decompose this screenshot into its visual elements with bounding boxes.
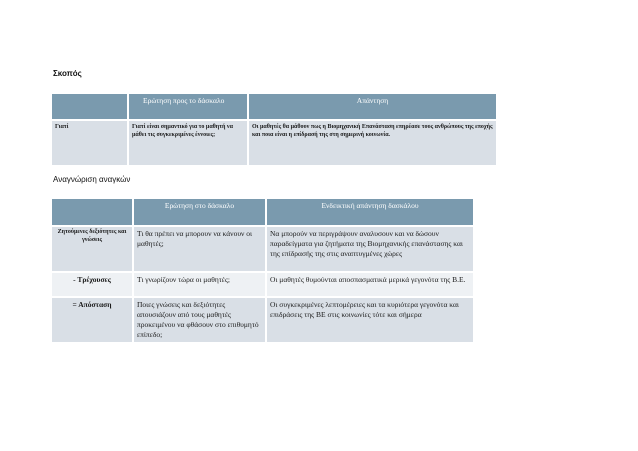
row-label: = Απόσταση xyxy=(52,297,133,342)
row-answer: Να μπορούν να περιγράψουν αναλυσουν και να δώσουν παραδείγματα για ζητήματα της Βιομηχανικής επανάστασης και της επίδρασής της στις αναπτυγμένες χώρες xyxy=(266,226,473,272)
header-cell-answer: Ενδεικτική απάντηση δασκάλου xyxy=(266,199,473,226)
table-row xyxy=(52,272,473,297)
row-question: Γιατί είναι σημαντικό για το μαθητή να μάθει τις συγκεκριμένες έννοιες; xyxy=(128,120,248,165)
header-cell-empty xyxy=(52,94,128,120)
section-heading-needs: Αναγνώριση αναγκών xyxy=(53,175,131,184)
row-question: Ποιες γνώσεις και δεξιότητες απουσιάζουν από τους μαθητές προκειμένου να φθάσουν στο επιθυμητό επίπεδο; xyxy=(133,297,266,342)
row-question: Τι θα πρέπει να μπορουν να κάνουν οι μαθητές; xyxy=(133,226,266,272)
table-row xyxy=(52,120,496,165)
table-row xyxy=(52,297,473,342)
row-answer: Οι μαθητές θα μάθουν πως η Βιομηχανική Επανάσταση επηρέασε τους ανθρώπους της εποχής και ποια είναι η επίδρασή της στη σημερινή κοινωνία. xyxy=(248,120,496,165)
section-heading-purpose: Σκοπός xyxy=(53,69,82,78)
row-label: Γιατί xyxy=(52,120,128,165)
row-label: - Τρέχουσες xyxy=(52,272,133,297)
table-row xyxy=(52,226,473,272)
header-cell-answer: Απάντηση xyxy=(248,94,496,120)
table-header-row xyxy=(52,94,496,120)
needs-table xyxy=(52,199,473,342)
row-label: Ζητούμενες δεξιότητες και γνώσεις xyxy=(52,226,133,272)
table-header-row xyxy=(52,199,473,226)
row-question: Τι γνωρίζουν τώρα οι μαθητές; xyxy=(133,272,266,297)
header-cell-question: Ερώτηση προς το δάσκαλο xyxy=(128,94,248,120)
purpose-table xyxy=(52,94,496,165)
row-answer: Οι συγκεκριμένες λεπτομέρειες και τα κυριότερα γεγονότα και επιδράσεις της ΒΕ στις κοινωνίες τότε και σήμερα xyxy=(266,297,473,342)
header-cell-question: Ερώτηση στο δάσκαλο xyxy=(133,199,266,226)
header-cell-empty xyxy=(52,199,133,226)
row-answer: Οι μαθητές θυμούνται αποσπασματικά μερικά γεγονότα της Β.Ε. xyxy=(266,272,473,297)
